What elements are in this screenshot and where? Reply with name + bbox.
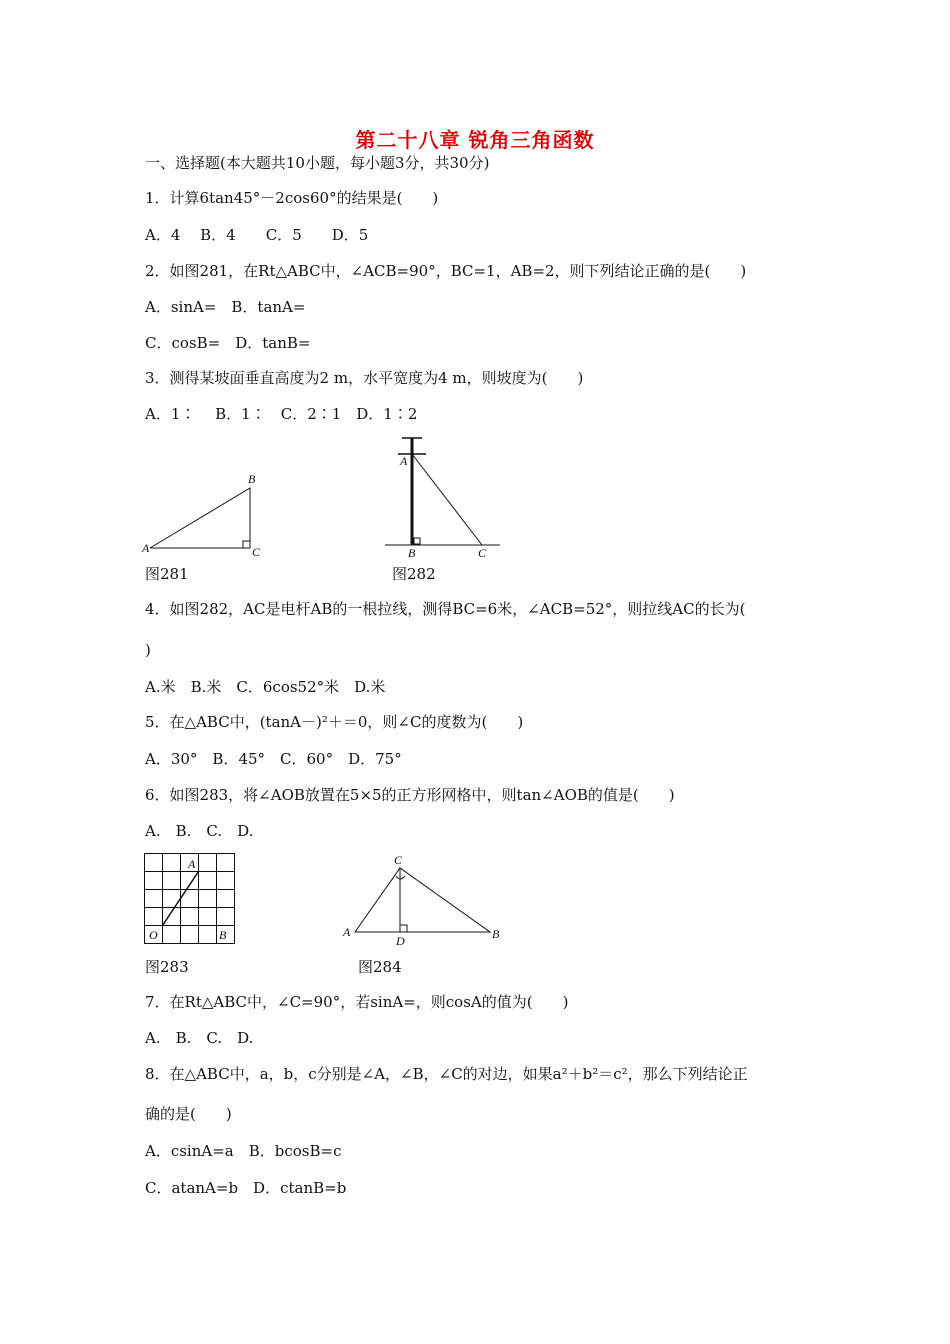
fig281-label-c: C bbox=[252, 545, 261, 559]
fig283-label-o: O bbox=[149, 928, 158, 942]
question-8-line-2: 确的是( ) bbox=[145, 1105, 232, 1123]
fig281-label-b: B bbox=[248, 472, 256, 486]
question-6: 6．如图283，将∠AOB放置在5×5的正方形网格中，则tan∠AOB的值是( ) bbox=[145, 786, 675, 804]
fig284-label-b: B bbox=[492, 927, 500, 941]
question-7: 7．在Rt△ABC中，∠C=90°，若sinA=，则cosA的值为( ) bbox=[145, 993, 569, 1011]
section-heading: 一、选择题(本大题共10小题，每小题3分，共30分) bbox=[145, 154, 490, 172]
fig284-caption: 图284 bbox=[358, 958, 402, 976]
question-5: 5．在△ABC中，(tanA－)²＋＝0，则∠C的度数为( ) bbox=[145, 713, 524, 731]
figure-284 bbox=[340, 852, 510, 952]
fig283-label-b: B bbox=[219, 928, 227, 942]
question-3-options: A．1∶ B．1∶ C．2∶1 D．1∶2 bbox=[145, 405, 418, 423]
question-1-options: A．4 B．4 C．5 D．5 bbox=[145, 226, 369, 244]
question-2-options-2: C．cosB= D．tanB= bbox=[145, 334, 311, 352]
fig282-label-b: B bbox=[408, 546, 416, 560]
question-5-options: A．30° B．45° C．60° D．75° bbox=[145, 750, 402, 768]
fig283-label-a: A bbox=[188, 857, 196, 871]
figure-281 bbox=[140, 470, 270, 560]
question-8-line-1: 8．在△ABC中，a，b，c分别是∠A，∠B，∠C的对边，如果a²＋b²＝c²，那么下列结论正 bbox=[145, 1065, 748, 1083]
question-4-line-1: 4．如图282，AC是电杆AB的一根拉线，测得BC=6米，∠ACB=52°，则拉线AC的长为( bbox=[145, 600, 746, 618]
fig284-label-a: A bbox=[343, 925, 351, 939]
question-4-options: A.米 B.米 C．6cos52°米 D.米 bbox=[145, 678, 386, 696]
question-2-options-1: A．sinA= B．tanA= bbox=[145, 298, 306, 316]
question-6-options: A. B. C. D. bbox=[145, 822, 254, 840]
fig281-caption: 图281 bbox=[145, 565, 189, 583]
fig281-label-a: A bbox=[142, 541, 150, 555]
question-3: 3．测得某坡面垂直高度为2 m，水平宽度为4 m，则坡度为( ) bbox=[145, 369, 584, 387]
fig284-label-d: D bbox=[396, 934, 405, 948]
question-1: 1．计算6tan45°－2cos60°的结果是( ) bbox=[145, 189, 439, 207]
figure-282 bbox=[380, 430, 510, 560]
question-7-options: A. B. C. D. bbox=[145, 1029, 254, 1047]
fig282-label-a: A bbox=[400, 454, 408, 468]
page-title: 第二十八章 锐角三角函数 bbox=[355, 128, 595, 152]
question-8-options-2: C．atanA=b D．ctanB=b bbox=[145, 1179, 347, 1197]
fig283-caption: 图283 bbox=[145, 958, 189, 976]
fig282-caption: 图282 bbox=[392, 565, 436, 583]
question-2: 2．如图281，在Rt△ABC中，∠ACB=90°，BC=1，AB=2，则下列结论正确的是( ) bbox=[145, 262, 747, 280]
fig282-label-c: C bbox=[478, 546, 487, 560]
figure-283 bbox=[144, 853, 236, 945]
fig284-label-c: C bbox=[394, 853, 403, 867]
question-8-options-1: A．csinA=a B．bcosB=c bbox=[145, 1142, 342, 1160]
question-4-line-2: ) bbox=[145, 641, 151, 659]
